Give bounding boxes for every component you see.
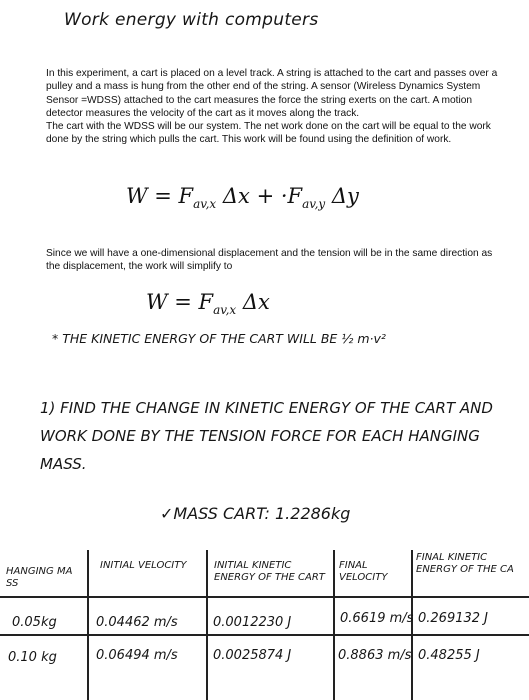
table-cell: 0.48255 J (418, 648, 480, 663)
table-cell: 0.6619 m/s (340, 611, 414, 626)
simplify-paragraph: Since we will have a one-dimensional displacement and the tension will be in the same direction as the displacement, the work will simplify to (46, 248, 493, 273)
page-title: Work energy with computers (64, 10, 319, 30)
mass-cart-label: ✓MASS CART: 1.2286kg (160, 504, 351, 523)
table-header: INITIAL KINETIC ENERGY OF THE CART (214, 560, 325, 583)
table-cell: 0.04462 m/s (96, 615, 178, 630)
table-cell: 0.0012230 J (213, 615, 292, 630)
table-header: INITIAL VELOCITY (100, 560, 187, 571)
table-cell: 0.8863 m/s (338, 648, 412, 663)
intro-text: In this experiment, a cart is placed on a level track. A string is attached to the cart and passes over a pulley and a mass is hung from the other end of the string. A sensor (Wireless Dynamics System Sensor =WDSS) attached to the cart measures the force the string exerts on the cart. A motion detector measures the velocity of the cart as it moves along the track. (46, 68, 498, 119)
table-rule-col1 (87, 550, 89, 700)
table-header: FINAL VELOCITY (339, 560, 388, 583)
table-rule-header (0, 596, 529, 598)
system-text: The cart with the WDSS will be our system. The net work done on the cart will be equal to the work done by the string which pulls the cart. This work will be found using the definition of work. (46, 121, 491, 146)
table-cell: 0.06494 m/s (96, 648, 178, 663)
table-rule-row1 (0, 634, 529, 636)
table-rule-col3 (333, 550, 335, 700)
data-table (0, 540, 529, 700)
table-header: FINAL KINETIC ENERGY OF THE CA (416, 552, 514, 575)
table-cell: 0.269132 J (418, 611, 488, 626)
table-cell: 0.10 kg (8, 650, 57, 665)
work-equation-simplified: $W = F_{av,x}$ Δx (146, 290, 270, 318)
question-1: 1) FIND THE CHANGE IN KINETIC ENERGY OF THE CART AND WORK DONE BY THE TENSION FORCE FOR EACH HANGING MASS. (40, 399, 493, 473)
table-cell: 0.05kg (12, 615, 57, 630)
table-header: HANGING MA SS (6, 566, 73, 589)
intro-paragraph (46, 67, 498, 147)
kinetic-energy-note: * THE KINETIC ENERGY OF THE CART WILL BE ½ m·v² (52, 331, 386, 346)
work-equation-full: $W = F_{av,x}$ $\Delta x + \cdot F_{av,y}$ Δy (126, 184, 359, 212)
table-cell: 0.0025874 J (213, 648, 292, 663)
table-rule-col2 (206, 550, 208, 700)
